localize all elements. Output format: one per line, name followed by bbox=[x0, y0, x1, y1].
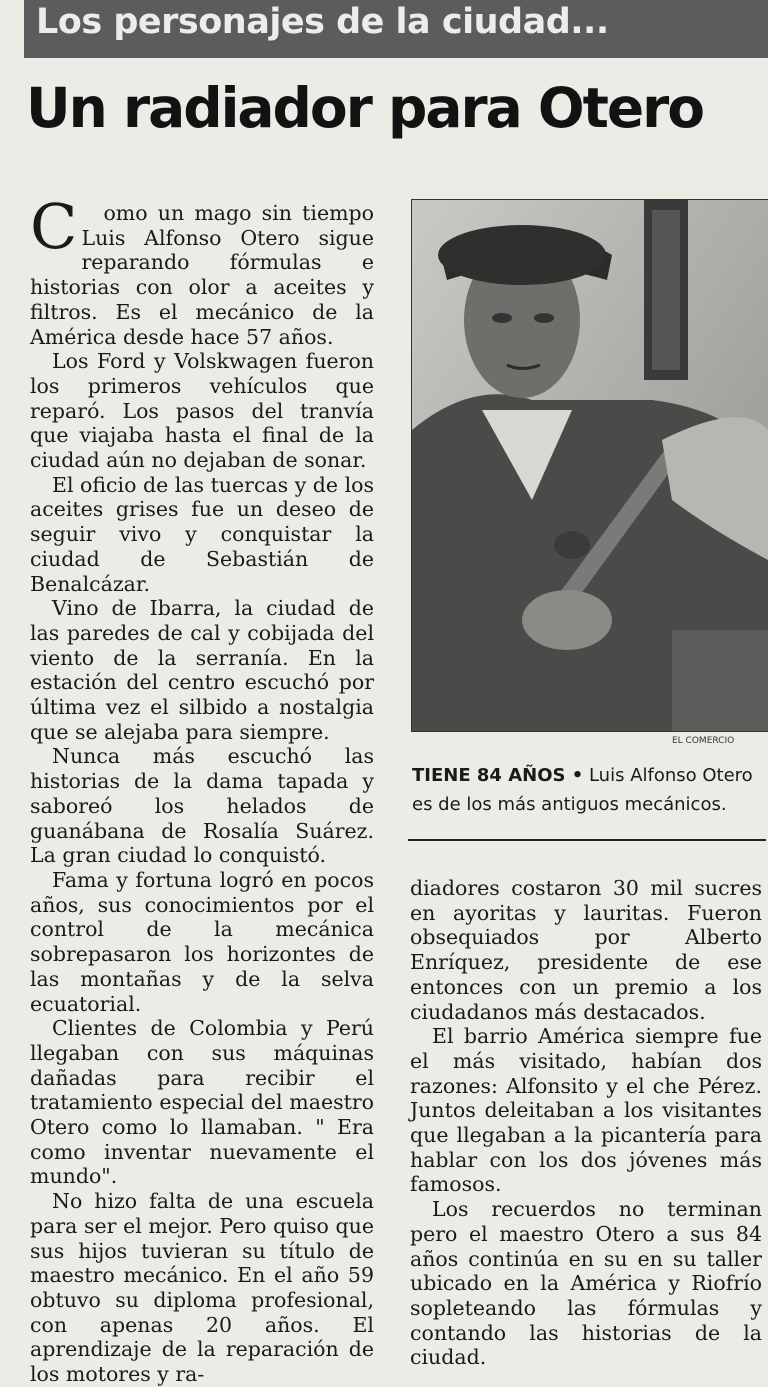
article-column-right bbox=[410, 876, 762, 1370]
paragraph-2: Los Ford y Volskwagen fueron los primeros vehículos que reparó. Los pasos del tranvía que viajaba hasta el final de la ciudad aún no dejaban de sonar. bbox=[30, 349, 374, 473]
paragraph-1 bbox=[30, 190, 374, 349]
article-column-left bbox=[30, 190, 374, 1387]
caption-text: Luis Alfonso Otero es de los más antiguos mecánicos. bbox=[412, 765, 753, 815]
portrait-photo bbox=[411, 199, 768, 732]
article-headline: Un radiador para Otero bbox=[26, 76, 704, 140]
caption-lead: TIENE 84 AÑOS • bbox=[412, 765, 584, 786]
portrait-image bbox=[412, 200, 768, 731]
section-kicker: Los personajes de la ciudad... bbox=[36, 2, 609, 42]
paragraph-1-text: omo un mago sin tiempo Luis Alfonso Otero sigue reparando fórmulas e historias con olor a aceites y filtros. Es el mecánico de la América desde hace 57 años. bbox=[30, 201, 374, 349]
paragraph-6: Fama y fortuna logró en pocos años, sus conocimientos por el control de la mecánica sobrepasaron los horizontes de las montañas y de la selva ecuatorial. bbox=[30, 867, 374, 1016]
paragraph-8: No hizo falta de una escuela para ser el mejor. Pero quiso que sus hijos tuvieran su título de maestro mecánico. En el año 59 obtuvo su diploma profesional, con apenas 20 años. El aprendizaje de la reparación de los motores y ra- bbox=[30, 1189, 374, 1387]
drop-cap: C bbox=[30, 190, 78, 263]
photo-caption bbox=[412, 761, 764, 819]
paragraph-11: Los recuerdos no terminan pero el maestro Otero a sus 84 años continúa en su en su taller ubicado en la América y Riofrío sopleteando las fórmulas y contando las historias de la ciudad. bbox=[410, 1197, 762, 1370]
paragraph-10: El barrio América siempre fue el más visitado, habían dos razones: Alfonsito y el che Pérez. Juntos deleitaban a los visitantes que llegaban a la picantería para hablar con los dos jóvenes más famosos. bbox=[410, 1024, 762, 1197]
paragraph-9: diadores costaron 30 mil sucres en ayoritas y lauritas. Fueron obsequiados por Alberto Enríquez, presidente de ese entonces con un premio a los ciudadanos más destacados. bbox=[410, 876, 762, 1024]
paragraph-4: Vino de Ibarra, la ciudad de las paredes de cal y cobijada del viento de la serranía. En la estación del centro escuchó por última vez el silbido a nostalgia que se alejaba para siempre. bbox=[30, 596, 374, 744]
caption-divider bbox=[408, 839, 766, 841]
paragraph-5: Nunca más escuchó las historias de la dama tapada y saboreó los helados de guanábana de Rosalía Suárez. La gran ciudad lo conquistó. bbox=[30, 744, 374, 868]
paragraph-7: Clientes de Colombia y Perú llegaban con sus máquinas dañadas para recibir el tratamiento especial del maestro Otero como lo llamaban. " Era como inventar nuevamente el mundo". bbox=[30, 1016, 374, 1189]
photo-credit: EL COMERCIO bbox=[672, 736, 735, 746]
paragraph-3: El oficio de las tuercas y de los aceites grises fue un deseo de seguir vivo y conquistar la ciudad de Sebastián de Benalcázar. bbox=[30, 472, 374, 596]
